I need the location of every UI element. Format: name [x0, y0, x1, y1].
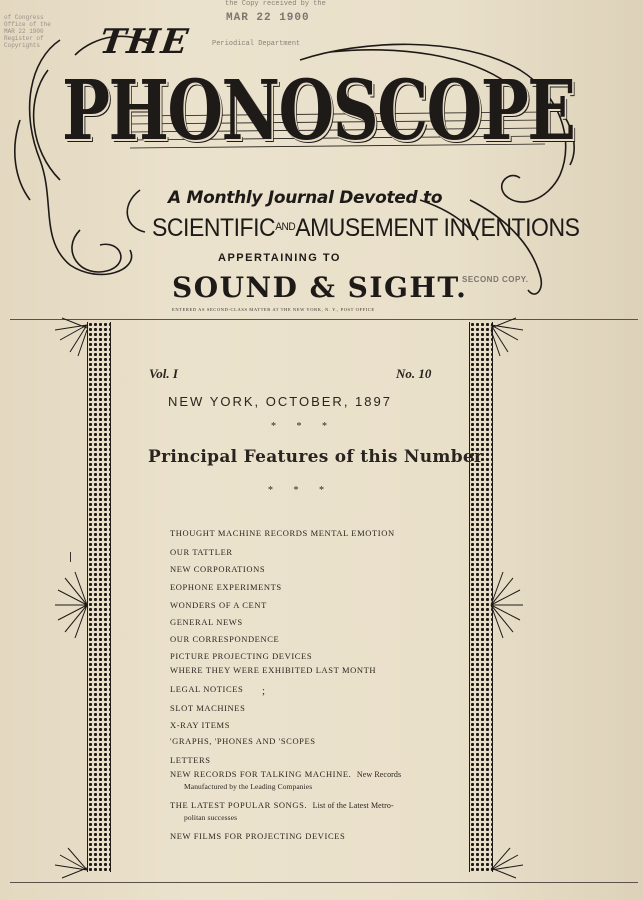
- stamp-line: Office of the: [4, 21, 51, 28]
- stamp-top-line: the Copy received by the: [225, 0, 326, 8]
- contents-item: WHERE THEY WERE EXHIBITED LAST MONTH: [170, 665, 377, 675]
- stray-tick-mark: [70, 552, 71, 562]
- masthead-sound-sight: SOUND & SIGHT.: [172, 271, 468, 304]
- stamp-periodical-department: Periodical Department: [212, 40, 301, 48]
- issue-number-label: No. 10: [396, 366, 432, 381]
- divider-bottom: [10, 882, 638, 883]
- masthead-the: THE: [97, 22, 193, 62]
- asterism-ornament: * * *: [268, 485, 333, 496]
- stamp-received-date: MAR 22 1900: [226, 12, 310, 24]
- masthead-appertaining: APPERTAINING TO: [218, 252, 341, 264]
- postal-entry-notice: ENTERED AS SECOND-CLASS MATTER AT THE NEW YORK, N. Y., POST OFFICE: [172, 307, 375, 312]
- masthead-subtitle-inventions: [152, 214, 579, 243]
- issue-dateline: NEW YORK, OCTOBER, 1897: [168, 394, 392, 409]
- decorative-border-right: [469, 322, 493, 872]
- contents-item: X-RAY ITEMS: [170, 720, 231, 730]
- masthead-subtitle-journal: A Monthly Journal Devoted to: [168, 188, 443, 208]
- contents-item: NEW FILMS FOR PROJECTING DEVICES: [170, 831, 346, 841]
- contents-item: OUR TATTLER: [170, 547, 233, 557]
- contents-item: OUR CORRESPONDENCE: [170, 634, 280, 644]
- subtitle-scientific: SCIENTIFIC: [152, 214, 276, 242]
- stray-semicolon: ;: [262, 685, 266, 697]
- contents-item: GENERAL NEWS: [170, 617, 243, 627]
- stamp-line: of Congress: [4, 14, 44, 21]
- stamp-line: Register of: [4, 35, 44, 42]
- contents-item: WONDERS OF A CENT: [170, 600, 267, 610]
- subtitle-amusement-inventions: AMUSEMENT INVENTIONS: [295, 214, 580, 242]
- contents-item: PICTURE PROJECTING DEVICES: [170, 651, 313, 661]
- contents-item: 'GRAPHS, 'PHONES AND 'SCOPES: [170, 736, 316, 746]
- features-heading: Principal Features of this Number: [148, 447, 484, 467]
- stamp-line: MAR 22 1900: [4, 28, 44, 35]
- contents-item: LETTERS: [170, 755, 211, 765]
- divider-top: [10, 319, 638, 320]
- contents-item: THE LATEST POPULAR SONGS. List of the Latest Metro- politan successes: [170, 800, 394, 822]
- contents-item: NEW RECORDS FOR TALKING MACHINE. New Records Manufactured by the Leading Companies: [170, 769, 402, 791]
- decorative-border-left: [87, 322, 111, 872]
- subtitle-and: AND: [275, 221, 296, 233]
- second-copy-stamp: SECOND COPY.: [462, 275, 529, 284]
- contents-item: SLOT MACHINES: [170, 703, 246, 713]
- contents-item: EOPHONE EXPERIMENTS: [170, 582, 282, 592]
- volume-label: Vol. I: [149, 366, 178, 381]
- asterism-ornament: * * *: [271, 421, 336, 432]
- contents-item: NEW CORPORATIONS: [170, 564, 266, 574]
- stamp-line: Copyrights: [4, 42, 41, 49]
- contents-item: LEGAL NOTICES: [170, 684, 244, 694]
- masthead-title: PHONOSCOPE: [62, 63, 575, 159]
- contents-item: THOUGHT MACHINE RECORDS MENTAL EMOTION: [170, 528, 395, 538]
